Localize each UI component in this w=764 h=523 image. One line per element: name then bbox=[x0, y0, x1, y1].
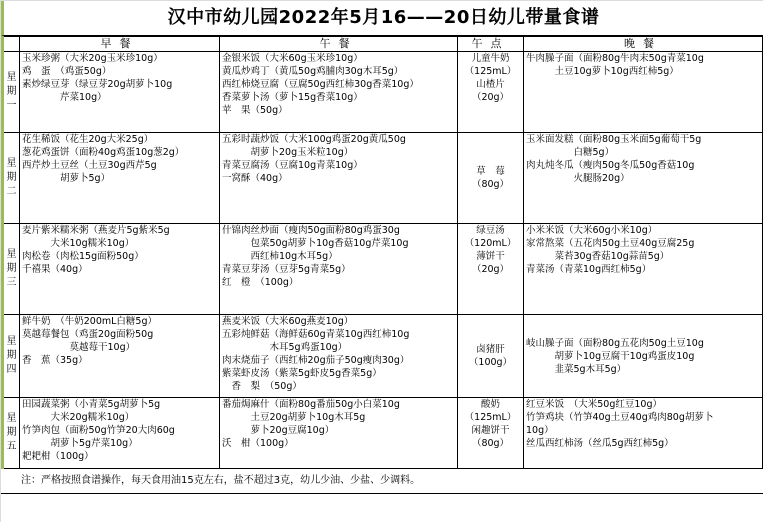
menu-line: 西芹炒土豆丝（土豆30g西芹5g bbox=[22, 160, 157, 171]
breakfast-cell bbox=[20, 398, 220, 469]
breakfast-cell bbox=[20, 52, 220, 133]
day-row bbox=[3, 315, 763, 398]
menu-line: 麦片紫米糯米粥（燕麦片5g紫米5g bbox=[22, 225, 170, 236]
lunch-cell bbox=[220, 52, 458, 133]
page-title: 汉中市幼儿园2022年5月16——20日幼儿带量食谱 bbox=[1, 1, 763, 36]
menu-line: 鲜牛奶 （牛奶200mL白糖5g） bbox=[22, 316, 158, 327]
menu-line: 山楂片 bbox=[476, 79, 505, 90]
menu-line: 胡萝卜10g豆腐干10g鸡蛋皮10g bbox=[526, 350, 695, 362]
menu-line: 耙耙柑（100g） bbox=[22, 451, 94, 462]
menu-line: 五彩炖鲜菇（海鲜菇60g青菜10g西红柿10g bbox=[222, 329, 410, 340]
day-label: 星 期 三 bbox=[3, 224, 20, 315]
menu-line: 土豆20g胡萝卜10g木耳5g bbox=[222, 412, 366, 423]
menu-line: 莫越莓干10g） bbox=[22, 342, 136, 353]
snack-cell bbox=[458, 315, 524, 398]
menu-line: （20g） bbox=[471, 264, 510, 275]
menu-line: 青菜豆腐汤（豆腐10g青菜10g） bbox=[222, 160, 363, 171]
header-day bbox=[3, 37, 20, 52]
menu-line: 田园蔬菜粥（小青菜5g胡萝卜5g bbox=[22, 399, 161, 410]
menu-line: 10g） bbox=[526, 425, 554, 436]
day-row bbox=[3, 224, 763, 315]
header-dinner: 晚餐 bbox=[524, 37, 763, 52]
menu-line: 葱花鸡蛋饼（面粉40g鸡蛋10g葱2g） bbox=[22, 147, 185, 158]
lunch-cell bbox=[220, 315, 458, 398]
menu-line: 番茄焗麻什（面粉80g番茄50g小白菜10g bbox=[222, 399, 400, 410]
menu-line: （125mL） bbox=[464, 412, 517, 423]
menu-line: （125mL） bbox=[464, 66, 517, 77]
dinner-cell bbox=[524, 224, 763, 315]
header-breakfast: 早餐 bbox=[20, 37, 220, 52]
menu-line: 竹笋鸡块（竹笋40g土豆40g鸡肉80g胡萝卜 bbox=[526, 412, 714, 423]
menu-line: 小米米饭（大米60g小米10g） bbox=[526, 225, 658, 236]
snack-cell bbox=[458, 398, 524, 469]
menu-line: 西红柿10g木耳5g） bbox=[222, 251, 338, 262]
menu-line: 玉米珍粥（大米20g玉米珍10g） bbox=[22, 53, 163, 64]
day-label: 星 期 二 bbox=[3, 133, 20, 224]
menu-line: 竹笋肉包（面粉50g竹笋20大肉60g bbox=[22, 425, 175, 436]
breakfast-cell bbox=[20, 224, 220, 315]
snack-cell bbox=[458, 52, 524, 133]
menu-line: 牛肉臊子面（面粉80g牛肉末50g青菜10g bbox=[526, 53, 704, 64]
menu-line: 包菜50g胡萝卜10g香菇10g芹菜10g bbox=[222, 238, 409, 249]
menu-line: 芹菜10g） bbox=[22, 92, 107, 103]
menu-line: 香 梨 （50g） bbox=[222, 381, 302, 392]
menu-line: 家常熬菜（五花肉50g土豆40g豆腐25g bbox=[526, 238, 695, 249]
menu-line: 黄瓜炒鸡丁（黄瓜50g鸡脯肉30g木耳5g） bbox=[222, 66, 404, 77]
menu-line: 绿豆汤 bbox=[476, 225, 505, 236]
menu-line: 肉丸炖冬瓜（瘦肉50g冬瓜50g香菇10g bbox=[526, 160, 695, 171]
menu-line: 卤猪肝 bbox=[476, 344, 505, 355]
menu-line: 莫越莓餐包（鸡蛋20g面粉50g bbox=[22, 329, 154, 340]
day-label: 星 期 一 bbox=[3, 52, 20, 133]
day-label: 星 期 四 bbox=[3, 315, 20, 398]
menu-line: 什锦肉丝炒面（瘦肉50g面粉80g鸡蛋30g bbox=[222, 225, 400, 236]
menu-line: 火腿肠20g） bbox=[526, 173, 630, 184]
menu-line: 素炒绿豆芽（绿豆芽20g胡萝卜10g bbox=[22, 79, 173, 90]
lunch-cell bbox=[220, 224, 458, 315]
lunch-cell bbox=[220, 398, 458, 469]
menu-line: 鸡 蛋 （鸡蛋50g） bbox=[22, 66, 112, 77]
menu-line: 草 莓 bbox=[476, 166, 505, 177]
menu-line: 丝瓜西红柿汤（丝瓜5g西红柿5g） bbox=[526, 438, 674, 449]
menu-line: 白糖5g） bbox=[526, 147, 615, 158]
menu-line: 土豆10g萝卜10g西红柿5g） bbox=[526, 66, 679, 77]
menu-line: 木耳5g鸡蛋10g） bbox=[222, 342, 348, 353]
menu-line: （80g） bbox=[471, 438, 510, 449]
footer-note: 注：严格按照食谱操作，每天食用油15克左右，盐不超过3克，幼儿少油、少盐、少调料。 bbox=[1, 469, 763, 494]
lunch-cell bbox=[220, 133, 458, 224]
menu-line: 萝卜20g豆腐10g） bbox=[222, 425, 335, 436]
menu-line: 胡萝卜5g） bbox=[22, 173, 111, 184]
menu-line: 菜苔30g香菇10g蒜苗5g） bbox=[526, 251, 670, 262]
snack-cell bbox=[458, 133, 524, 224]
day-row bbox=[3, 398, 763, 469]
dinner-cell bbox=[524, 398, 763, 469]
menu-line: 青菜豆芽汤（豆芽5g青菜5g） bbox=[222, 264, 351, 275]
menu-line: 花生稀饭（花生20g大米25g） bbox=[22, 134, 154, 145]
menu-line: 儿童牛奶 bbox=[471, 53, 510, 64]
menu-table bbox=[1, 36, 763, 469]
menu-line: 香 蕉（35g） bbox=[22, 355, 88, 366]
dinner-cell bbox=[524, 315, 763, 398]
menu-line: 肉松卷（肉松15g面粉50g） bbox=[22, 251, 144, 262]
header-row bbox=[3, 37, 763, 52]
menu-line: 金银米饭（大米60g玉米珍10g） bbox=[222, 53, 363, 64]
menu-line: 韭菜5g木耳5g） bbox=[526, 363, 627, 375]
menu-line: 西红柿烧豆腐（豆腐50g西红柿30g香菜10g） bbox=[222, 79, 419, 90]
menu-line: 玉米面发糕（面粉80g玉米面5g葡萄干5g bbox=[526, 134, 702, 145]
menu-line: （100g） bbox=[468, 357, 513, 368]
header-snack: 午点 bbox=[458, 37, 524, 52]
breakfast-cell bbox=[20, 315, 220, 398]
header-lunch: 午餐 bbox=[220, 37, 458, 52]
menu-line: 大米20g糯米10g） bbox=[22, 412, 135, 423]
menu-line: 酸奶 bbox=[480, 399, 500, 410]
menu-line: 岐山臊子面（面粉80g五花肉50g土豆10g bbox=[526, 337, 704, 349]
menu-line: 肉末烧茄子（西红柿20g茄子50g瘦肉30g） bbox=[222, 355, 410, 366]
snack-cell bbox=[458, 224, 524, 315]
day-row bbox=[3, 52, 763, 133]
menu-line: 紫菜虾皮汤（紫菜5g虾皮5g香菜5g） bbox=[222, 368, 382, 379]
day-row bbox=[3, 133, 763, 224]
menu-line: 一窝酥（40g） bbox=[222, 173, 288, 184]
menu-line: 大米10g糯米10g） bbox=[22, 238, 135, 249]
dinner-cell bbox=[524, 52, 763, 133]
menu-line: 薄饼干 bbox=[476, 251, 505, 262]
menu-line: 五彩时蔬炒饭（大米100g鸡蛋20g黄瓜50g bbox=[222, 134, 406, 145]
dinner-cell bbox=[524, 133, 763, 224]
menu-line: 闲趣饼干 bbox=[471, 425, 510, 436]
menu-line: （20g） bbox=[471, 92, 510, 103]
menu-line: 青菜汤（青菜10g西红柿5g） bbox=[526, 264, 652, 275]
menu-line: （120mL） bbox=[464, 238, 517, 249]
menu-line: 胡萝卜5g芹菜10g） bbox=[22, 438, 138, 449]
menu-line: （80g） bbox=[471, 179, 510, 190]
menu-line: 苹 果（50g） bbox=[222, 105, 288, 116]
menu-line: 香菜萝卜汤（萝卜15g香菜10g） bbox=[222, 92, 363, 103]
day-label: 星 期 五 bbox=[3, 398, 20, 469]
breakfast-cell bbox=[20, 133, 220, 224]
menu-line: 胡萝卜20g玉米粒10g） bbox=[222, 147, 354, 158]
menu-line: 沃 柑（100g） bbox=[222, 438, 294, 449]
menu-line: 燕麦米饭（大米60g燕麦10g） bbox=[222, 316, 354, 327]
menu-line: 千禧果（40g） bbox=[22, 264, 88, 275]
menu-line: 红豆米饭 （大米50g红豆10g） bbox=[526, 399, 662, 410]
menu-line: 红 橙 （100g） bbox=[222, 277, 299, 288]
